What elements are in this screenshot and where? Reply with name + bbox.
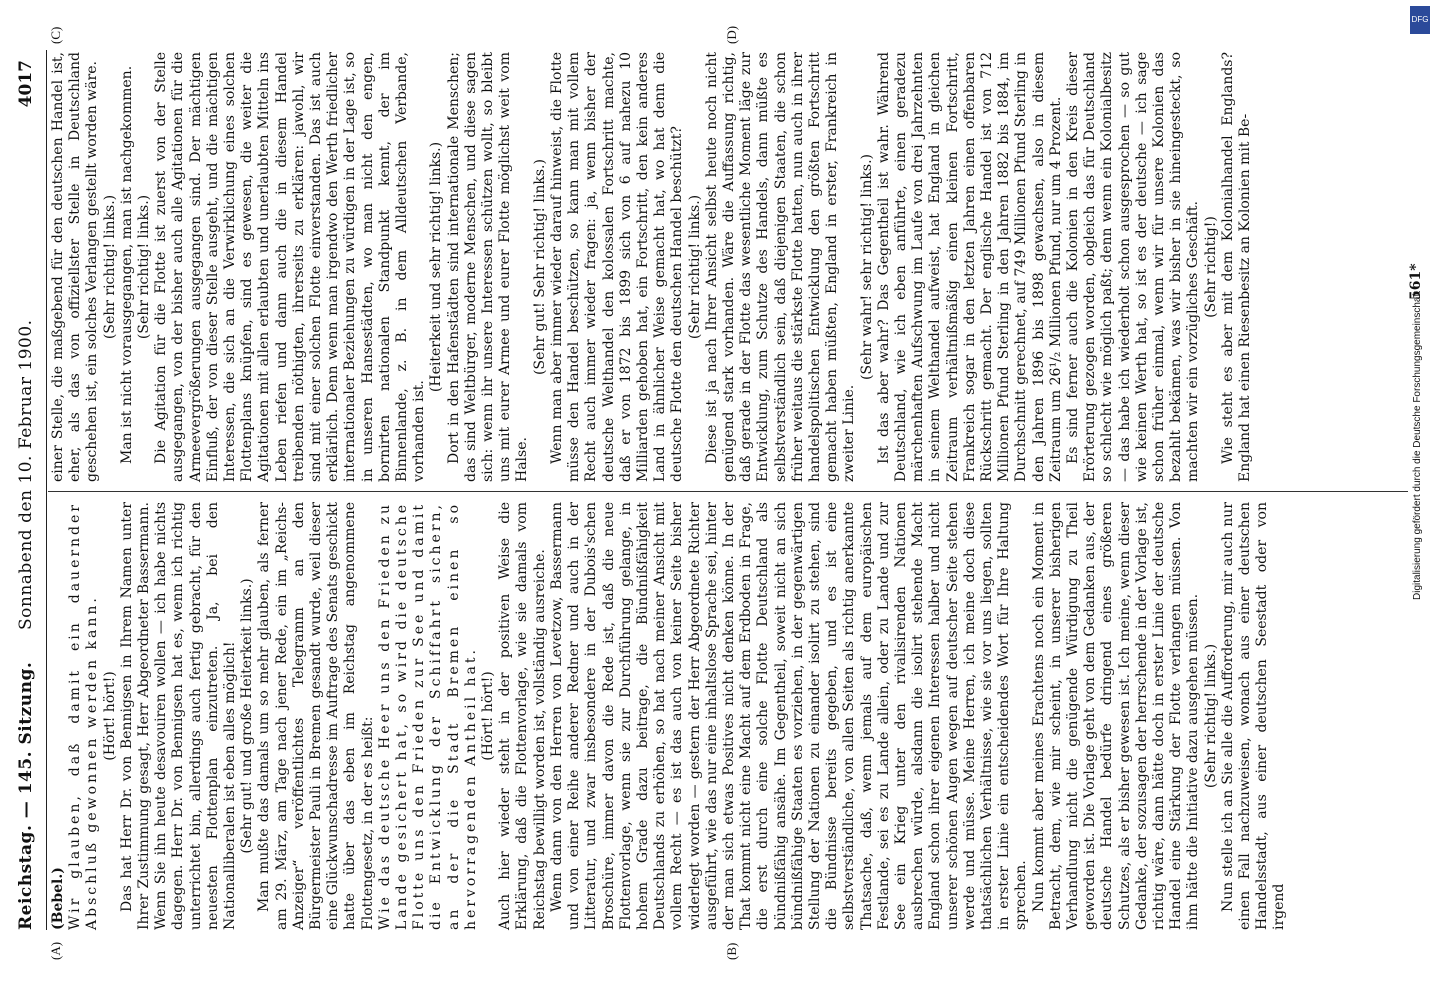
interjection: (Sehr gut! Sehr richtig! links.) [531, 159, 548, 375]
dfg-logo: DFG [1410, 6, 1430, 34]
interjection: (Sehr wahr! sehr richtig! links.) [858, 154, 875, 380]
paragraph: Nun kommt aber meines Erachtens noch ein Moment in Betracht, dem, wie mir scheint, in unserer bisherigen Verhandlung nicht die genügende Würdigung zu Theil geworden ist. Die Vorlage geht von dem Gedanken aus, der deutsche Handel bedürfe dringend eines größeren Schutzes, als er bisher gewesen ist. Ich meine, wenn dieser Gedanke, der sozusagen der herrschende in der Vorlage ist, richtig wäre, dann hätte doch in erster Linie der deutsche Handel eine Stärkung der Flotte verlangen müssen. Von ihm hätte die Initiative dazu ausgehen müssen. [1030, 502, 1202, 930]
interjection: (Heiterkeit und sehr richtig! links.) [428, 141, 445, 393]
column-divider [48, 491, 1408, 492]
interjection: (Sehr richtig! links.) [1202, 643, 1219, 789]
margin-letter-c: (C) [48, 26, 63, 44]
paragraph: Wir glauben, daß damit ein dauernder Abschluß gewonnen werden kann. [67, 502, 101, 930]
interjection: (Sehr richtig! links.) [686, 194, 703, 340]
paragraph: Es sind ferner auch die Kolonien in den Kreis dieser Erörterung gezogen worden, obgleich das für Deutschland so schlecht wie möglich paßt; denn wenn ein Kolonialbesitz — das habe ich wiederholt schon ausgesprochen — so gut wie keinen Werth hat, so ist es der deutsche — ich sage schon früher einmal, wenn wir für unsere Kolonien das bezahlt bekämen, was wir bisher in sie hineingesteckt, so machten wir ein vorzügliches Geschäft. [1064, 52, 1202, 482]
margin-letter-d: (D) [724, 25, 739, 44]
paragraph: Man ist nicht vorausgegangen, man ist nachgekommen. [118, 65, 135, 464]
paragraph: Man mußte das damals um so mehr glauben, als ferner am 29. März, am Tage nach jener Rede, ein im „Reichs-Anzeiger“ veröffentlichtes Telegramm an den Bürgermeister Pauli in Bremen gesandt wurde, weil dieser eine Glückwunschadresse im Auftrage des Senats geschickt hatte über das eben im Reichstag angenommene Flottengesetz, in der es heißt: [256, 502, 376, 930]
paragraph: Wie steht es aber mit dem Kolonialhandel Englands? England hat einen Riesenbesitz an Kolonien mit Be- [1219, 52, 1254, 482]
margin-letter-a: (A) [48, 941, 63, 960]
interjection: (Hört! hört!) [101, 671, 118, 761]
paragraph: Nun stelle ich an Sie alle die Aufforderung, mir auch nur einen Fall nachzuweisen, wonach aus einer deutschen Handelsstadt, aus einer deutschen Seestadt oder von irgend [1219, 502, 1288, 930]
right-column [50, 52, 1254, 482]
interjection: (Sehr richtig!) [1202, 216, 1219, 318]
paragraph: einer Stelle, die maßgebend für den deutschen Handel ist, eher, als das von offiziellster Stelle in Deutschland geschehen ist, ein solches Verlangen gestellt worden wäre. [50, 52, 101, 482]
paragraph: Wenn man aber immer wieder darauf hinweist, die Flotte müsse den Handel beschützen, so kann man mit vollem Recht auch immer wieder fragen: ja, wenn bisher der deutsche Welthandel den kolossalen Fortschritt machte, daß er von 1872 bis 1899 sich von 6 auf nahezu 10 Milliarden gehoben hat, ein Fortschritt, den kein anderes Land in ähnlicher Weise gemacht hat, wo hat denn die deutsche Flotte den deutschen Handel beschützt? [548, 52, 686, 482]
left-column [50, 502, 1289, 930]
interjection: (Sehr richtig! links.) [101, 194, 118, 340]
page-header [4, 60, 44, 960]
paragraph: Diese ist ja nach Ihrer Ansicht selbst heute noch nicht genügend stark vorhanden. Wäre die Auffassung richtig, daß gerade in der Flotte das wesentliche Moment läge zur Entwicklung, zum Schutze des Handels, dann müßte es selbstverständlich sein, daß diejenigen Staaten, die schon früher weitaus die stärkste Flotte hatten, nun auch in ihrer handelspolitischen Entwicklung den größten Fortschritt gemacht haben müßten, England in erster, Frankreich in zweiter Linie. [703, 52, 858, 482]
interjection: (Sehr gut! und große Heiterkeit links.) [239, 578, 256, 854]
paragraph: Die Agitation für die Flotte ist zuerst von der Stelle ausgegangen, von der bisher auch alle Agitationen für die Armeevergrößerungen ausgegangen sind. Der mächtigen Einfluß, der von dieser Stelle ausgeht, und die mächtigen Interessen, die sich an die Verwirklichung eines solchen Flottenplans knüpfen, sind es gewesen, die weiter die Agitationen mit allen erlaubten und unerlaubten Mitteln ins Leben riefen und dann auch die in diesem Handel treibenden nöthigten, ihrerseits zu erklären: jawohl, wir sind mit einer solchen Flotte einverstanden. Das ist auch erklärlich. Denn wenn man irgendwo den Werth friedlicher internationaler Beziehungen zu würdigen in der Lage ist, so in unseren Hansestädten, wo man nicht den engen, bornirten nationalen Standpunkt kennt, der im Binnenlande, z. B. in dem Alldeutschen Verbande, vorhanden ist. [153, 52, 428, 482]
paragraph: Ist das aber wahr? Das Gegentheil ist wahr. Während Deutschland, wie ich eben anführte, einen geradezu märchenhaften Aufschwung im Laufe von drei Jahrzehnten in seinem Welthandel aufweist, hat England in gleichen Zeitraum verhältnißmäßig einen kleinen Fortschritt, Frankreich sogar in den letzten Jahren einen offenbaren Rückschritt gemacht. Der englische Handel ist von 712 Millionen Pfund Sterling in den Jahren 1882 bis 1884, im Durchschnitt gerechnet, auf 749 Millionen Pfund Sterling in den Jahren 1896 bis 1898 gewachsen, also in diesem Zeitraum um 26¹/₂ Millionen Pfund, nur um 4 Prozent. [875, 52, 1064, 482]
sheet-signature: 561* [1408, 263, 1424, 300]
margin-letter-b: (B) [724, 942, 739, 960]
interjection: (Sehr richtig! links.) [136, 194, 153, 340]
digitization-credit: Digitalisierung gefördert durch die Deutsche Forschungsgemeinschaft [1412, 290, 1423, 600]
page-number: 4017 [16, 60, 36, 108]
interjection: (Hört! hört!) [480, 671, 497, 761]
header-session: Reichstag. — 145. Sitzung. [16, 661, 36, 930]
paragraph: Wenn dann von den Herren von Levetzow, Bassermann und von einer Reihe anderer Redner und auch in der Litteratur, und zwar insbesondere in der Dubois'schen Broschüre, immer davon die Rede ist, daß die neue Flottenvorlage, wenn sie zur Durchführung gelange, in hohem Grade dazu beitrage, die Bündnißfähigkeit Deutschlands zu erhöhen, so hat nach meiner Ansicht mit vollem Recht — es ist das auch von keiner Seite bisher widerlegt worden — gestern der Herr Abgeordnete Richter ausgeführt, wie das nur eine inhaltslose Sprache sei, hinter der man sich etwas Positives nicht denken könne. In der That kommt nicht eine Macht auf dem Erdboden in Frage, die erst durch eine solche Flotte Deutschland als bündnißfähig ansähe. Im Gegentheil, soweit nicht an sich bündnißfähige Staaten es vorziehen, in der gegenwärtigen Stellung der Nationen zu einander isolirt zu stehen, sind die Bündnisse bereits gegeben, und es ist eine selbstverständliche, von allen Seiten als richtig anerkannte Thatsache, daß, wenn jemals auf dem europäischen Festlande, sei es zu Lande allein, oder zu Lande und zur See ein Krieg unter den rivalisirenden Nationen ausbrechen würde, alsdann die isolirt stehende Macht England schon ihrer eigenen Interessen halber und nicht unserer schönen Augen wegen auf deutscher Seite stehen werde und müsse. Meine Herren, ich meine doch diese thatsächlichen Verhältnisse, wie sie vor uns liegen, sollten in erster Linie ein entscheidendes Wort für Ihre Haltung sprechen. [548, 502, 1030, 930]
header-date: Sonnabend den 10. Februar 1900. [16, 319, 36, 630]
quotation: Wie das deutsche Heer uns den Frieden zu Lande gesichert hat, so wird die deutsche Flotte uns den Frieden zur See und damit die Entwicklung der Schiffahrt sichern, an der die Stadt Bremen einen so hervorragenden Antheil hat. [376, 502, 479, 930]
paragraph: Dort in den Hafenstädten sind internationale Menschen; das sind Weltbürger, moderne Menschen, und diese sagen sich: wenn ihr unsere Interessen schützen wollt, so bleibt uns mit eurer Armee und eurer Flotte möglichst weit vom Halse. [445, 52, 531, 482]
paragraph: Das hat Herr Dr. von Bennigsen in Ihrem Namen unter Ihrer Zustimmung gesagt, Herr Abgeordneter Bassermann. Wenn Sie ihn heute desavouiren wollen — ich habe nichts dagegen. Herr Dr. von Bennigsen hat es, wenn ich richtig unterrichtet bin, allerdings auch fertig gebracht, für den neuesten Flottenplan einzutreten. Ja, bei den Nationalliberalen ist eben alles möglich! [118, 502, 239, 930]
speaker-label: (Bebel.) [50, 867, 66, 930]
paragraph: Auch hier wieder steht in der positiven Weise die Erklärung, daß die Flottenvorlage, wie sie damals vom Reichstag bewilligt worden ist, vollständig ausreiche. [497, 502, 548, 930]
